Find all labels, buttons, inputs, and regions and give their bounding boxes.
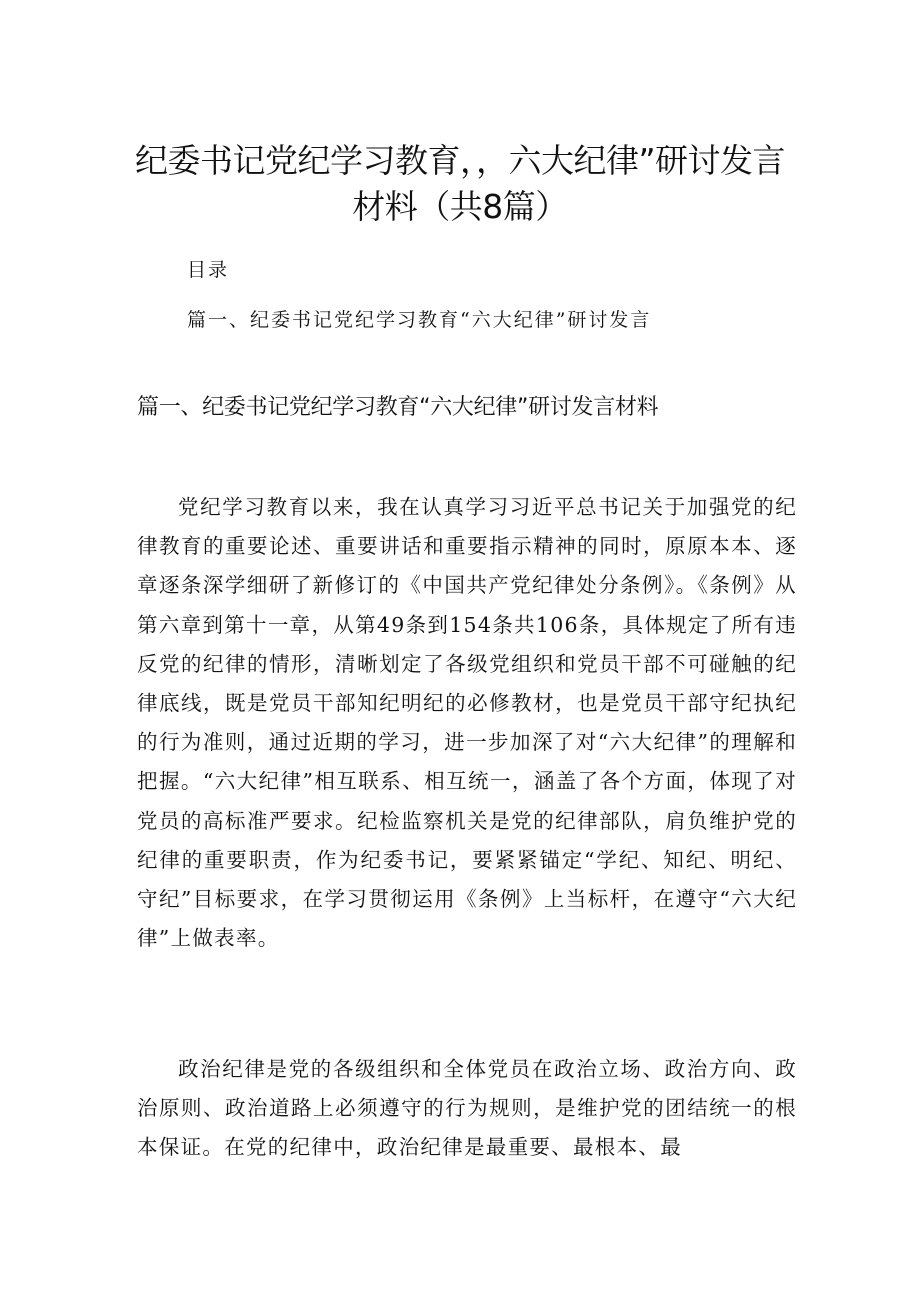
body-paragraph: 政治纪律是党的各级组织和全体党员在政治立场、政治方向、政治原则、政治道路上必须遵守的行为规则，是维护党的团结统一的根本保证。在党的纪律中，政治纪律是最重要、最根本、最	[137, 1057, 797, 1160]
toc-heading: 目录	[187, 259, 230, 281]
body-paragraph: 党纪学习教育以来，我在认真学习习近平总书记关于加强党的纪律教育的重要论述、重要讲话和重要指示精神的同时，原原本本、逐章逐条深学细研了新修订的《中国共产党纪律处分条例》。《条例》从第六章到第十一章，从第49条到154条共106条，具体规定了所有违反党的纪律的情形，清晰划定了各级党组织和党员干部不可碰触的纪律底线，既是党员干部知纪明纪的必修教材，也是党员干部守纪执纪的行为准则，通过近期的学习，进一步加深了对“六大纪律”的理解和把握。“六大纪律”相互联系、相互统一，涵盖了各个方面，体现了对党员的高标准严要求。纪检监察机关是党的纪律部队，肩负维护党的纪律的重要职责，作为纪委书记，要紧紧锚定“学纪、知纪、明纪、守纪”目标要求，在学习贯彻运用《条例》上当标杆，在遵守“六大纪律”上做表率。	[137, 495, 797, 951]
toc-item: 篇一、纪委书记党纪学习教育“六大纪律”研讨发言	[187, 309, 652, 331]
section-heading: 篇一、纪委书记党纪学习教育“六大纪律”研讨发言材料	[137, 395, 659, 420]
document-title: 纪委书记党纪学习教育，，六大纪律”研讨发言材料（共8篇）	[134, 141, 786, 226]
